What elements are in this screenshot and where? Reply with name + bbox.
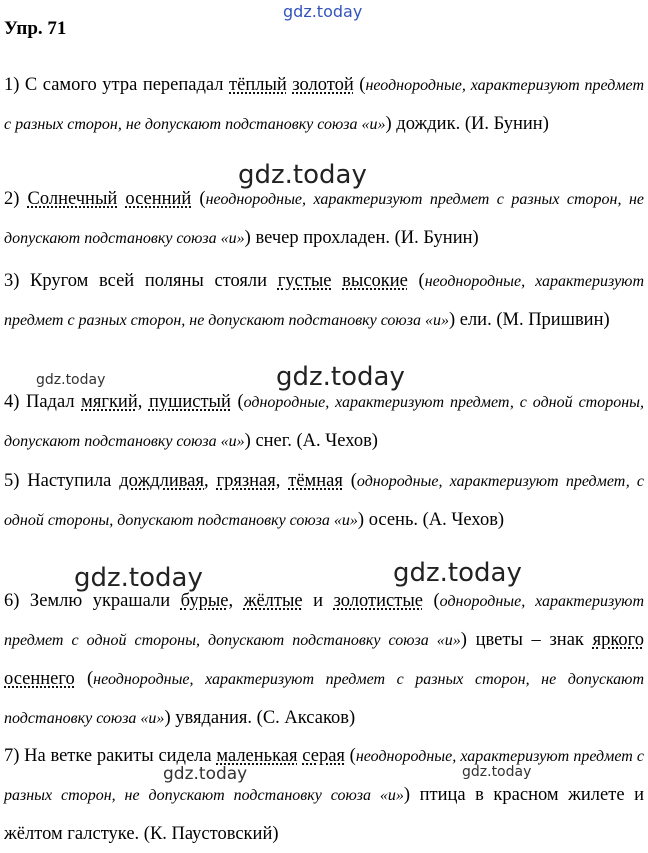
watermark: gdz.today	[36, 372, 106, 388]
adjective: серая	[302, 746, 345, 766]
watermark: gdz.today	[163, 764, 248, 784]
sentence-1: 1) С самого утра перепадал тёплый золотой (неоднородные, характеризуют предмет с разных сторон, не допускают подстановку союза «и») дождик. (И. Бунин)	[4, 75, 645, 134]
adjective: жёлтые	[243, 591, 303, 611]
explanation: неоднородные, характеризуют предмет с разных сторон, не допускают подстановку союза «и»	[4, 273, 645, 329]
adjective: дождливая	[119, 471, 204, 491]
watermark-top: gdz.today	[283, 2, 363, 21]
adjective: тёплый	[229, 75, 287, 95]
explanation: неоднородные, характеризуют предмет с разных сторон, не допускают подстановку союза «и»	[4, 748, 645, 804]
adjective: тёмная	[288, 471, 343, 491]
adjective: густые	[277, 271, 332, 291]
sentence-7: 7) На ветке ракиты сидела маленькая серая (неоднородные, характеризуют предмет с разных сторон, не допускают подстановку союза «и») птица в красном жилете и жёлтом галстуке. (К. Паустовский)	[4, 746, 645, 844]
explanation: однородные, характеризуют предмет, с одной стороны, допускают подстановку союза «и»	[4, 394, 644, 450]
adjective: маленькая	[216, 746, 298, 766]
explanation: однородные, характеризуют предмет, с одной стороны, допускают подстановку союза «и»	[4, 473, 645, 529]
explanation: однородные, характеризуют предмет с одной стороны, допускают подстановку союза «и»	[4, 593, 645, 649]
explanation: неоднородные, характеризуют предмет с разных сторон, не допускают подстановку союза «и»	[4, 191, 645, 247]
explanation: неоднородные, характеризуют предмет с разных сторон, не допускают подстановку союза «и»	[4, 671, 644, 727]
adjective: мягкий	[81, 392, 138, 412]
watermark: gdz.today	[238, 160, 367, 190]
sentence-3: 3) Кругом всей поляны стояли густые высокие (неоднородные, характеризуют предмет с разных сторон, не допускают подстановку союза «и») ели. (М. Пришвин)	[4, 271, 645, 330]
adjective: бурые	[180, 591, 229, 611]
watermark: gdz.today	[276, 362, 405, 392]
watermark: gdz.today	[462, 764, 532, 780]
exercise-title: Упр. 71	[4, 18, 67, 39]
adjective: яркого	[592, 630, 644, 650]
sentence-5: 5) Наступила дождливая, грязная, тёмная (однородные, характеризуют предмет, с одной стороны, допускают подстановку союза «и») осень. (А. Чехов)	[4, 471, 645, 530]
explanation: неоднородные, характеризуют предмет с разных сторон, не допускают подстановку союза «и»	[4, 77, 645, 133]
watermark: gdz.today	[393, 558, 522, 588]
sentence-4: 4) Падал мягкий, пушистый (однородные, характеризуют предмет, с одной стороны, допускают подстановку союза «и») снег. (А. Чехов)	[4, 392, 644, 451]
adjective: осенний	[125, 189, 192, 209]
sentence-2: 2) Солнечный осенний (неоднородные, характеризуют предмет с разных сторон, не допускают подстановку союза «и») вечер прохладен. (И. Бунин)	[4, 189, 645, 248]
adjective: золотистые	[333, 591, 423, 611]
adjective: Солнечный	[27, 189, 118, 209]
adjective: осеннего	[4, 669, 75, 689]
adjective: золотой	[292, 75, 354, 95]
adjective: высокие	[342, 271, 408, 291]
adjective: пушистый	[148, 392, 231, 412]
watermark: gdz.today	[74, 563, 203, 593]
sentence-6: 6) Землю украшали бурые, жёлтые и золотистые (однородные, характеризуют предмет с одной стороны, допускают подстановку союза «и») цветы – знак яркого осеннего (неоднородные, характеризуют предмет с разных сторон, не допускают подстановку союза «и») увядания. (С. Аксаков)	[4, 591, 645, 728]
adjective: грязная	[216, 471, 276, 491]
